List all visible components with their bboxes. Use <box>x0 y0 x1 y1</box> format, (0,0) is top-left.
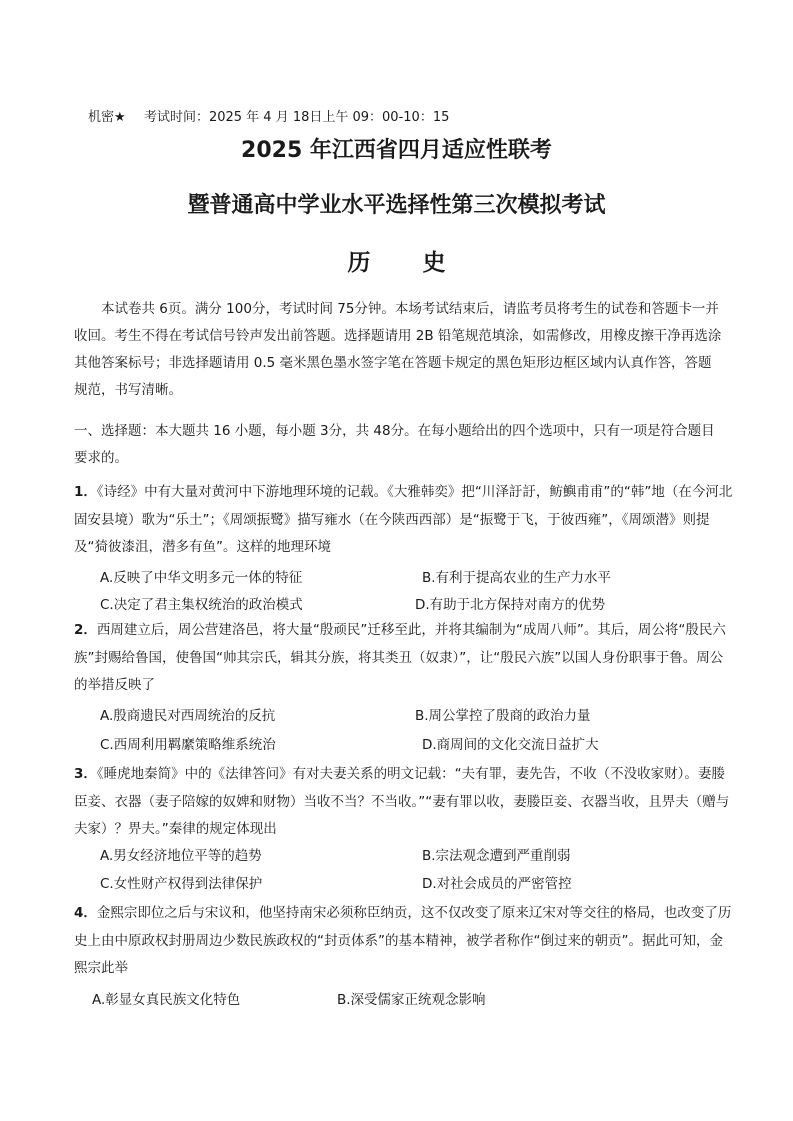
confidential-mark: 机密★ <box>88 110 126 125</box>
option-a: A.殷商遗民对西周统治的反抗 <box>100 708 276 724</box>
exam-time: 考试时间：2025 年 4 月 18日上午 09：00-10：15 <box>143 110 450 125</box>
instructions-paragraph: 本试卷共 6页。满分 100分，考试时间 75分钟。本场考试结束后，请监考员将考生的试卷和答题卡一并收回。考生不得在考试信号铃声发出前答题。选择题请用 2B 铅笔规范填涂，如需修改，用橡皮擦干净再选涂其他答案标号；非选择题请用 0.5 毫米黑色墨水签字笔在答题卡规定的黑色矩形边框区域内认真作答，答题规范，书写清晰。 <box>74 301 722 398</box>
exam-title-line1: 2025 年江西省四月适应性联考 <box>241 138 552 163</box>
option-b: B.宗法观念遭到严重削弱 <box>422 848 571 864</box>
subject-title: 历 史 <box>347 250 468 276</box>
question-number: 1． <box>74 484 97 500</box>
option-a: A.彰显女真民族文化特色 <box>92 992 241 1008</box>
question-stem: 《诗经》中有大量对黄河中下游地理环境的记载。《大雅韩奕》把“川泽訏訏，鲂鱮甫甫”的“韩”地（在今河北固安县境）歌为“乐土”；《周颂振鹭》描写雍水（在今陕西西部）是“振鹭于飞，于彼西雍”，《周颂潜》则提及“猗彼漆沮，潜多有鱼”。这样的地理环境 <box>74 484 733 555</box>
option-a: A.反映了中华文明多元一体的特征 <box>100 570 303 586</box>
option-a: A.男女经济地位平等的趋势 <box>100 848 262 864</box>
option-b: B.有利于提高农业的生产力水平 <box>422 570 612 586</box>
question-4 <box>74 900 734 983</box>
question-3 <box>74 761 734 844</box>
option-d: D.有助于北方保持对南方的优势 <box>415 597 606 613</box>
option-b: B.周公掌控了殷商的政治力量 <box>415 708 591 724</box>
option-c: C.女性财产权得到法律保护 <box>100 876 263 892</box>
section-heading: 一、选择题：本大题共 16 小题，每小题 3分，共 48分。在每小题给出的四个选项中，只有一项是符合题目要求的。 <box>74 423 715 466</box>
option-d: D.对社会成员的严密管控 <box>422 876 572 892</box>
header-line <box>88 106 449 125</box>
question-stem: 西周建立后，周公营建洛邑，将大量“殷顽民”迁移至此，并将其编制为“成周八师”。其后，周公将“殷民六族”封赐给鲁国，使鲁国“帅其宗氏，辑其分族，将其类丑（奴隶）”，让“殷民六族”以国人身份职事于鲁。周公的举措反映了 <box>74 622 726 693</box>
question-number: 3． <box>74 766 97 782</box>
question-number: 2． <box>74 622 97 638</box>
question-1 <box>74 479 734 562</box>
question-stem: 金熙宗即位之后与宋议和，他坚持南宋必须称臣纳贡，这不仅改变了原来辽宋对等交往的格局，也改变了历史上由中原政权封册周边少数民族政权的“封贡体系”的基本精神，被学者称作“倒过来的朝贡”。据此可知，金熙宗此举 <box>74 905 732 976</box>
question-2 <box>74 617 734 700</box>
option-c: C.西周利用羁縻策略维系统治 <box>100 737 276 753</box>
exam-title-line2: 暨普通高中学业水平选择性第三次模拟考试 <box>187 193 606 218</box>
option-c: C.决定了君主集权统治的政治模式 <box>100 597 303 613</box>
option-b: B.深受儒家正统观念影响 <box>337 992 486 1008</box>
question-number: 4． <box>74 905 97 921</box>
question-stem: 《睡虎地秦简》中的《法律答问》有对夫妻关系的明文记载：“夫有罪，妻先告，不收（不没收家财）。妻媵臣妾、衣器（妻子陪嫁的奴婢和财物）当收不当？不当收。”“妻有罪以收，妻媵臣妾、衣器当收，且畀夫（赠与夫家）？畀夫。”秦律的规定体现出 <box>74 766 730 837</box>
option-d: D.商周间的文化交流日益扩大 <box>422 737 599 753</box>
